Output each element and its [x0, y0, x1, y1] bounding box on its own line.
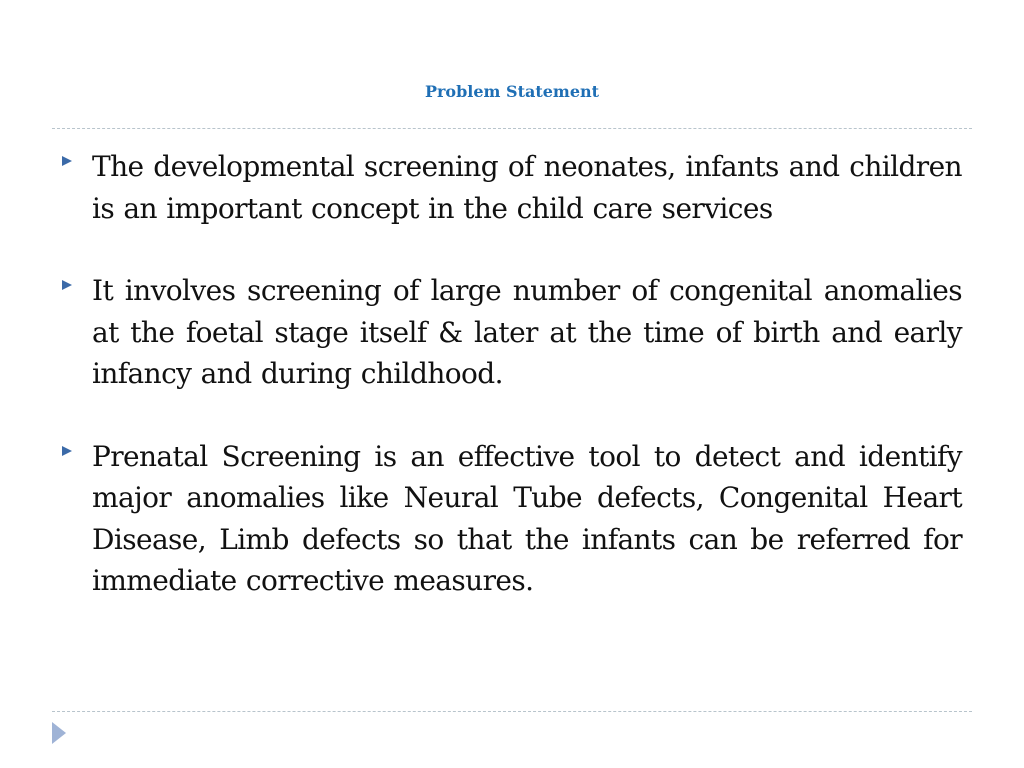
- triangle-right-icon: [62, 156, 72, 166]
- slide-title: Problem Statement: [424, 82, 600, 101]
- bullet-item: [60, 436, 962, 602]
- bottom-divider: [52, 711, 972, 712]
- bullet-text: The developmental screening of neonates, infants and children is an important concept in the child care services: [92, 150, 962, 225]
- bullet-text: Prenatal Screening is an effective tool to detect and identify major anomalies like Neural Tube defects, Congenital Heart Disease, Limb defects so that the infants can be referred for immediate corrective measures.: [92, 439, 962, 597]
- bullet-item: [60, 146, 962, 229]
- bullet-item: [60, 270, 962, 395]
- triangle-right-icon: [62, 280, 72, 290]
- triangle-right-icon: [62, 446, 72, 456]
- bullet-list: [60, 146, 962, 643]
- top-divider: [52, 128, 972, 129]
- bullet-text: It involves screening of large number of congenital anomalies at the foetal stage itself & later at the time of birth and early infancy and during childhood.: [92, 274, 962, 390]
- play-arrow-icon[interactable]: [52, 722, 66, 744]
